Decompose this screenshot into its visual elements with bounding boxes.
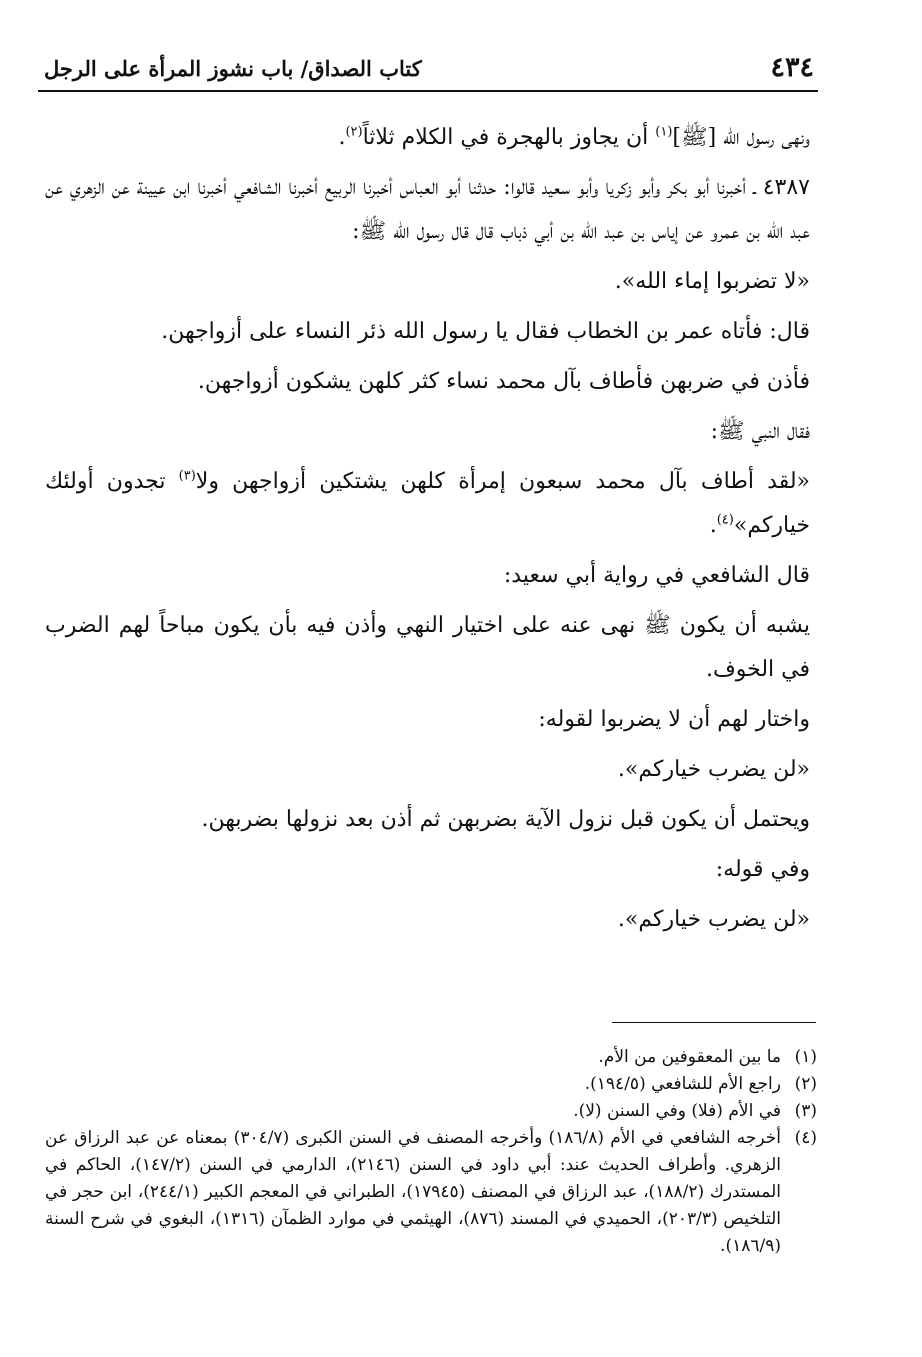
footnote <box>45 1044 817 1071</box>
paragraph-end: . <box>709 513 717 538</box>
footnote-text: في الأم (فلا) وفي السنن (لا). <box>573 1101 781 1121</box>
page-number: ٤٣٤ <box>770 52 814 83</box>
paragraph: «لا تضربوا إماء الله». <box>614 269 810 294</box>
paragraph-text: تجدون أولئك خياركم» <box>45 469 810 538</box>
paragraph <box>45 116 810 160</box>
paragraph: قال الشافعي في رواية أبي سعيد: <box>503 563 810 588</box>
footnote-number: (٤) <box>794 1128 817 1148</box>
paragraph: فأذن في ضربهن فأطاف بآل محمد نساء كثر كلهن يشكون أزواجهن. <box>197 369 810 394</box>
page-header <box>38 50 818 92</box>
paragraph: قال: فأتاه عمر بن الخطاب فقال يا رسول الله ذئر النساء على أزواجهن. <box>161 319 810 344</box>
footnote-number: (٣) <box>794 1101 817 1121</box>
paragraph: «لن يضرب خياركم». <box>617 907 810 932</box>
paragraph: وفي قوله: <box>715 857 810 882</box>
paragraph-end: . <box>338 125 346 150</box>
paragraph: يشبه أن يكون ﷺ نهى عنه على اختيار النهي وأذن فيه بأن يكون مباحاً لهم الضرب في الخوف. <box>45 613 810 682</box>
paragraph: «لن يضرب خياركم». <box>617 757 810 782</box>
footnote <box>45 1071 817 1098</box>
running-title: كتاب الصداق/ باب نشوز المرأة على الرجل <box>44 56 422 81</box>
footnote-ref: (٣) <box>178 468 196 484</box>
footnote-ref: (١) <box>655 124 673 140</box>
footnotes <box>45 1044 817 1260</box>
paragraph: فقال النبي ﷺ: <box>710 419 810 444</box>
footnote-text: أخرجه الشافعي في الأم (١٨٦/٨) وأخرجه المصنف في السنن الكبرى (٣٠٤/٧) بمعناه عن عبد الرزاق عن الزهري. وأطراف الحديث عند: أبي داود في السنن (٢١٤٦)، الدارمي في السنن (١٤٧/٢)، الحاكم في المستدرك (١٨٨/٢)، عبد الرزاق في المصنف (١٧٩٤٥)، الطبراني في المعجم الكبير (٢٤٤/١)، ابن حجر في التلخيص (٢٠٣/٣)، الحميدي في المسند (٨٧٦)، الهيثمي في موارد الظمآن (١٣١٦)، البغوي في شرح السنة (١٨٦/٩). <box>45 1128 782 1256</box>
paragraph: ويحتمل أن يكون قبل نزول الآية بضربهن ثم أذن بعد نزولها بضربهن. <box>201 807 810 832</box>
hadith-isnad: ٤٣٨٧ ـ أخبرنا أبو بكر وأبو زكريا وأبو سعيد قالوا: حدثنا أبو العباس أخبرنا الربيع أخبرنا الشافعي أخبرنا ابن عيينة عن الزهري عن عبد الله بن عمرو عن إياس بن عبد الله بن أبي ذباب قال قال رسول الله ﷺ: <box>44 175 810 244</box>
footnote-text: راجع الأم للشافعي (١٩٤/٥). <box>584 1074 781 1094</box>
paragraph-text: أن يجاوز بالهجرة في الكلام ثلاثاً <box>362 125 656 150</box>
footnote-text: ما بين المعقوفين من الأم. <box>598 1047 781 1067</box>
footnote-ref: (٢) <box>345 124 363 140</box>
paragraph: واختار لهم أن لا يضربوا لقوله: <box>538 707 810 732</box>
footnote-ref: (٤) <box>716 512 734 528</box>
footnote-number: (١) <box>794 1047 817 1067</box>
main-text <box>45 116 810 948</box>
paragraph-text: «لقد أطاف بآل محمد سبعون إمرأة كلهن يشتكين أزواجهن ولا <box>195 469 810 494</box>
paragraph-text: ونهى رسول الله [ﷺ] <box>672 125 810 150</box>
footnote-number: (٢) <box>794 1074 817 1094</box>
paragraph <box>45 460 810 548</box>
footnote-divider <box>612 1022 816 1023</box>
footnote <box>45 1098 817 1125</box>
footnote <box>45 1125 817 1260</box>
